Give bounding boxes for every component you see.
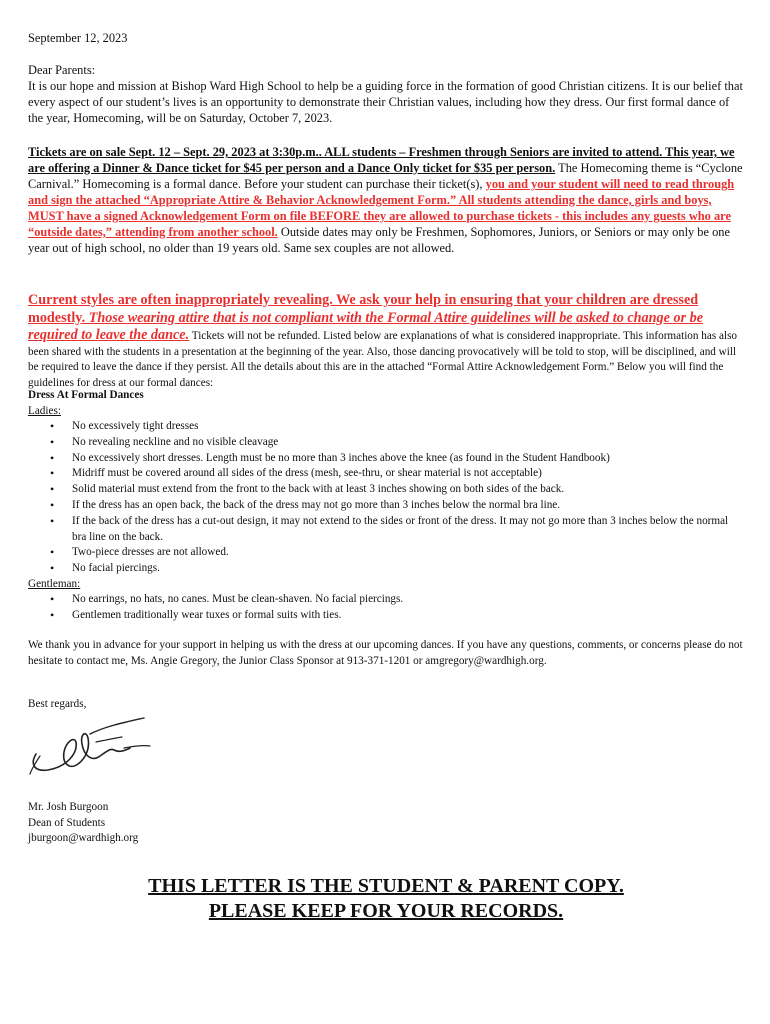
gentleman-label: Gentleman:	[28, 577, 81, 590]
list-item: • No excessively short dresses. Length must be no more than 3 inches above the knee (as found in the Student Handbook)	[28, 451, 744, 467]
tickets-paragraph	[28, 144, 744, 256]
list-item: • No earrings, no hats, no canes. Must be clean-shaven. No facial piercings.	[28, 592, 744, 608]
list-item: • No facial piercings.	[28, 561, 744, 577]
sender-email: jburgoon@wardhigh.org	[28, 832, 139, 844]
ack-deadline: All students attending the dance, girls and boys, MUST have a signed Acknowledgement Form on file BEFORE they are allowed to purchase tickets - this includes any guests who are “outside dates,” attending from another school.	[28, 193, 731, 239]
intro-paragraph: It is our hope and mission at Bishop Ward High School to help be a guiding force in the formation of good Christian citizens. It is our belief that every aspect of our student’s lives is an opportunity to demonstrate their Christian values, including how they dress. Our first formal dance of the year, Homecoming, will be on Saturday, October 7, 2023.	[28, 79, 743, 125]
signature-image	[26, 712, 156, 782]
theme-text: The Homecoming theme is “Cyclone Carnival.” Homecoming is a formal dance. Before your student can purchase their ticket(s),	[28, 161, 743, 191]
list-item: • If the dress has an open back, the back of the dress may not go more than 3 inches below the normal bra line.	[28, 498, 744, 514]
greeting-section	[28, 62, 744, 126]
dress-heading: Dress At Formal Dances	[28, 389, 144, 401]
list-item: • No excessively tight dresses	[28, 419, 744, 435]
ladies-label: Ladies:	[28, 404, 61, 417]
thanks-paragraph: We thank you in advance for your support in helping us with the dress at our upcoming dances. If you have any questions, comments, or concerns please do not hesitate to contact me, Ms. Angie Gregory, the Junior Class Sponsor at 913-371-1201 or amgregory@wardhigh.org.	[28, 639, 743, 667]
closing-line-1: THIS LETTER IS THE STUDENT & PARENT COPY.	[148, 875, 624, 897]
salutation: Dear Parents:	[28, 63, 96, 77]
regards: Best regards,	[28, 698, 87, 710]
ack-requirement: you and your student will need to read through and sign the attached “Appropriate Attire & Behavior Acknowledgement Form.”	[28, 177, 735, 207]
gentleman-list	[28, 592, 744, 624]
list-item: • If the back of the dress has a cut-out design, it may not extend to the sides or front of the dress. It may not go more than 3 inches below the normal bra line on the back.	[28, 514, 744, 546]
closing-notice	[28, 874, 744, 924]
compliance-warning: Those wearing attire that is not compliant with the Formal Attire guidelines will be asked to change or be required to leave the dance.	[28, 309, 704, 343]
list-item: • Gentlemen traditionally wear tuxes or formal suits with ties.	[28, 608, 744, 624]
outside-dates-rule: Outside dates may only be Freshmen, Sophomores, Juniors, or Seniors or may only be one year out of high school, no older than 19 years old. Same sex couples are not allowed.	[28, 225, 730, 255]
modesty-request: Current styles are often inappropriately revealing. We ask your help in ensuring that your children are dressed modestly.	[28, 292, 699, 326]
refund-policy: Tickets will not be refunded. Listed below are explanations of what is considered inappropriate. This information has also been shared with the students in a presentation at the beginning of the year. Also, those dancing provocatively will be told to stop, will be disciplined, and will be required to leave the dance if they persist. All the details about this are in the attached “Formal Attire Acknowledgement Form.” Below you will find the guidelines for dress at our formal dances:	[28, 330, 738, 389]
closing-line-2: PLEASE KEEP FOR YOUR RECORDS.	[208, 900, 564, 922]
list-item: • Midriff must be covered around all sides of the dress (mesh, see-thru, or shear material is not acceptable)	[28, 466, 744, 482]
sender-block	[28, 800, 744, 847]
ladies-list	[28, 419, 744, 577]
tickets-info: Tickets are on sale Sept. 12 – Sept. 29, 2023 at 3:30p.m.. ALL students – Freshmen through Seniors are invited to attend. This year, we are offering a Dinner & Dance ticket for $45 per person and a Dance Only ticket for $35 per person.	[28, 145, 735, 175]
letter-date: September 12, 2023	[28, 31, 128, 45]
list-item: • No revealing neckline and no visible cleavage	[28, 435, 744, 451]
sender-name: Mr. Josh Burgoon	[28, 801, 109, 813]
list-item: • Solid material must extend from the front to the back with at least 3 inches showing on both sides of the back.	[28, 482, 744, 498]
list-item: • Two-piece dresses are not allowed.	[28, 545, 744, 561]
styles-paragraph	[28, 292, 744, 391]
sender-title: Dean of Students	[28, 816, 106, 829]
dress-code-section	[28, 388, 744, 624]
